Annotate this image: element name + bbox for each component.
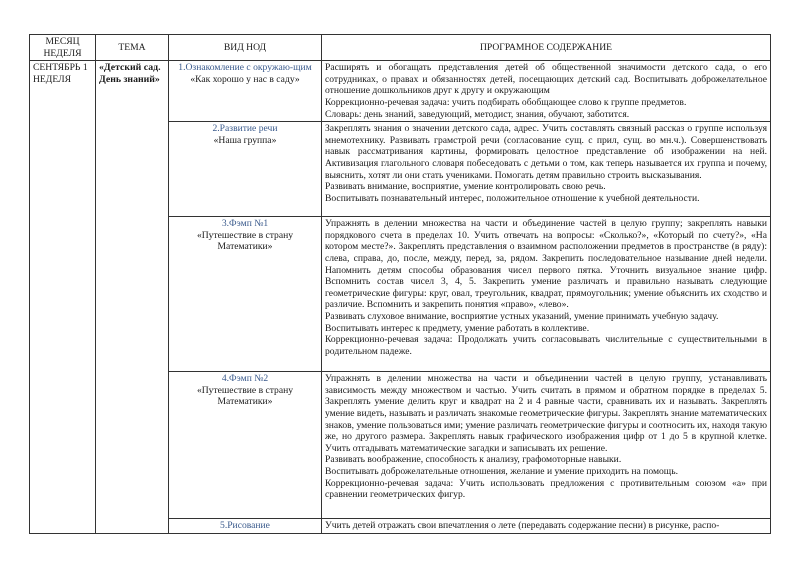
header-theme: ТЕМА [96,35,169,61]
content-paragraph: Развивать воображение, способность к анализу, графомоторные навыки. [325,454,622,466]
header-content: ПРОГРАМНОЕ СОДЕРЖАНИЕ [322,35,771,61]
type-cell [169,217,322,372]
lesson-title: «Путешествие в страну Математики» [196,229,294,253]
type-cell [169,61,322,122]
lesson-type: 1.Ознакомление с окружаю-щим [178,62,312,74]
type-cell [169,519,322,534]
header-type: ВИД НОД [169,35,322,61]
content-paragraph: Закреплять знания о значении детского сада, адрес. Учить составлять связный рассказ о группе используя мнемотехнику. Развивать грамстрой речи (согласование сущ. с прил, сущ. во мн.ч.). Совершенствовать навык рассматривания картины, формировать целостное представление об изображении на ней. Активизация глагольного словаря побеседовать с детьми о том, как теперь называется их группа и почему, выяснить, хотят ли они стать учениками. Помогать детям правильно строить высказывания. [325,123,767,181]
content-cell [322,217,771,372]
content-paragraph: Коррекционно-речевая задача: учить подбирать обобщающее слово к группе предметов. [325,96,687,108]
header-row [30,35,771,61]
table-row [30,61,771,122]
lesson-type: 5.Рисование [220,520,270,532]
content-paragraph: Развивать слуховое внимание, восприятие устных указаний, умение принимать учебную задачу. [325,310,719,322]
content-paragraph: Воспитывать интерес к предмету, умение работать в коллективе. [325,322,590,334]
lesson-title: «Наша группа» [213,134,277,146]
lesson-title: «Путешествие в страну Математики» [196,384,294,408]
content-cell [322,519,771,534]
content-cell [322,61,771,122]
theme-cell: «Детский сад. День знаний» [96,61,169,534]
lesson-type: 4.Фэмп №2 [221,373,269,385]
content-paragraph: Воспитывать доброжелательные отношения, желание и умение приходить на помощь. [325,465,678,477]
content-paragraph: Развивать внимание, восприятие, умение контролировать свою речь. [325,181,606,193]
content-paragraph: Упражнять в делении множества на части и объединение частей в целую группу; закреплять навыки порядкового счета в пределах 10. Учить отвечать на вопросы: «Сколько?», «Который по счету?», «На котором месте?». Закреплять представления о взаимном расположении предметов в пространстве (в ряду): слева, справа, до, после, между, перед, за, рядом. Закрепить последовательное называние дней недели. Напомнить детям способы образования чисел первого пятка. Уточнить визуальное знание цифр. Вспомнить состав чисел 3, 4, 5. Закрепить умение различать и правильно называть следующие геометрические фигуры: круг, овал, треугольник, квадрат, прямоугольник; умение объяснить их сходство и различие. Вспомнить и закрепить понятия «право», «лево». [325,218,767,311]
type-cell [169,372,322,519]
content-paragraph: Словарь: день знаний, заведующий, методист, знания, обучают, заботится. [325,108,630,120]
content-cell [322,372,771,519]
lesson-type: 3.Фэмп №1 [221,218,269,230]
content-paragraph: Коррекционно-речевая задача: Продолжать учить согласовывать числительные с существительными в родительном падеже. [325,334,767,357]
month-cell: СЕНТЯБРЬ 1 НЕДЕЛЯ [30,61,96,534]
content-paragraph: Расширять и обогащать представления детей об общественной значимости детского сада, о его сотрудниках, о правах и обязанностях детей, посещающих детский сад. Воспитывать доброжелательное отношение дошкольников друг к другу и окружающим [325,62,767,97]
lesson-title: «Как хорошо у нас в саду» [190,73,300,85]
header-month: МЕСЯЦ НЕДЕЛЯ [30,35,96,61]
lesson-plan-table [29,34,771,534]
content-paragraph: Упражнять в делении множества на части и объединении частей в целую группу, устанавливать зависимость между множеством и частью. Учить считать в прямом и обратном порядке в пределах 5. Закреплять умение делить круг и квадрат на 2 и 4 равные части, сравнивать их и называть. Закреплять умение видеть, называть и различать знакомые геометрические фигуры. Закреплять знание математических знаков, умение пользоваться ими; умение различать геометрические фигуры и соотносить их, находя такую же, но другого размера. Закреплять навык графического изображения цифр от 1 до 5 в крупной клетке. Учить отгадывать математические загадки и записывать их решение. [325,373,767,454]
content-paragraph: Воспитывать познавательный интерес, положительное отношение к учебной деятельности. [325,192,700,204]
content-paragraph: Коррекционно-речевая задача: Учить использовать предложения с противительным союзом «а» при сравнении геометрических фигур. [325,477,767,501]
lesson-type: 2.Развитие речи [212,123,278,135]
content-paragraph: Учить детей отражать свои впечатления о лете (передавать содержание песни) в рисунке, распо- [325,520,720,532]
content-cell [322,122,771,217]
type-cell [169,122,322,217]
